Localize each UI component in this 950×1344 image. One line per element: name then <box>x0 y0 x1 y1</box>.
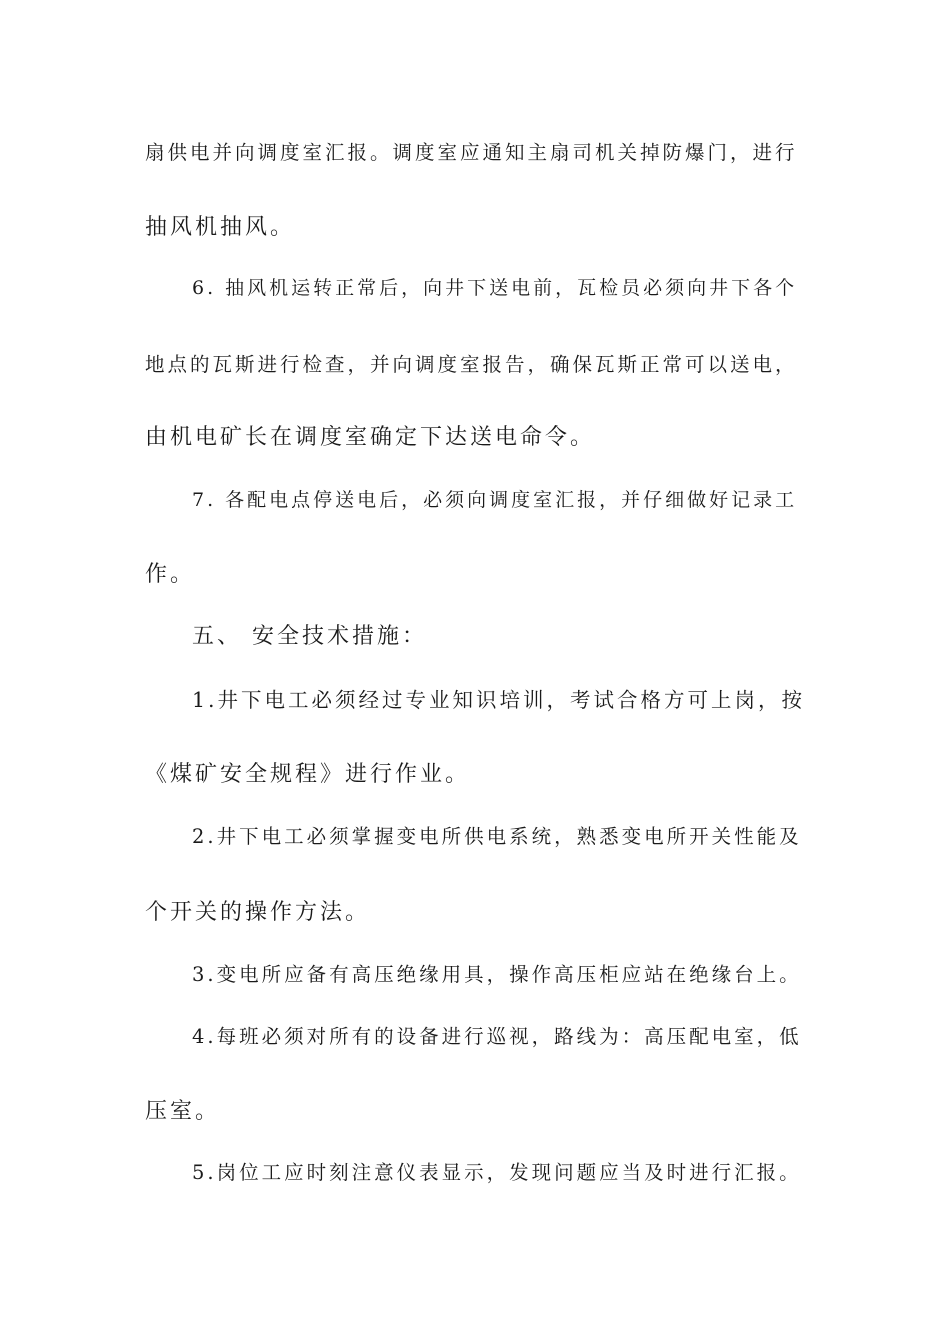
text-line: 扇供电并向调度室汇报。调度室应通知主扇司机关掉防爆门，进行 <box>145 141 798 164</box>
text-line: 作。 <box>145 562 196 587</box>
item-2-line: 2.井下电工必须掌握变电所供电系统，熟悉变电所开关性能及 <box>192 825 802 848</box>
section-heading: 五、 安全技术措施： <box>192 624 427 649</box>
text-line: 个开关的操作方法。 <box>145 900 371 925</box>
item-6-line: 6. 抽风机运转正常后，向井下送电前，瓦检员必须向井下各个 <box>192 277 798 299</box>
item-3-line: 3.变电所应备有高压绝缘用具，操作高压柜应站在绝缘台上。 <box>192 963 802 986</box>
text-line: 由机电矿长在调度室确定下达送电命令。 <box>145 425 596 450</box>
item-5-line: 5.岗位工应时刻注意仪表显示，发现问题应当及时进行汇报。 <box>192 1161 802 1184</box>
item-4-line: 4.每班必须对所有的设备进行巡视，路线为：高压配电室，低 <box>192 1025 802 1048</box>
text-line: 压室。 <box>145 1099 221 1124</box>
text-line: 地点的瓦斯进行检查，并向调度室报告，确保瓦斯正常可以送电， <box>145 353 798 376</box>
item-7-line: 7. 各配电点停送电后，必须向调度室汇报，并仔细做好记录工 <box>192 489 798 511</box>
text-line: 抽风机抽风。 <box>145 215 296 240</box>
text-line: 《煤矿安全规程》进行作业。 <box>145 762 471 787</box>
item-1-line: 1.井下电工必须经过专业知识培训，考试合格方可上岗，按 <box>192 688 806 712</box>
